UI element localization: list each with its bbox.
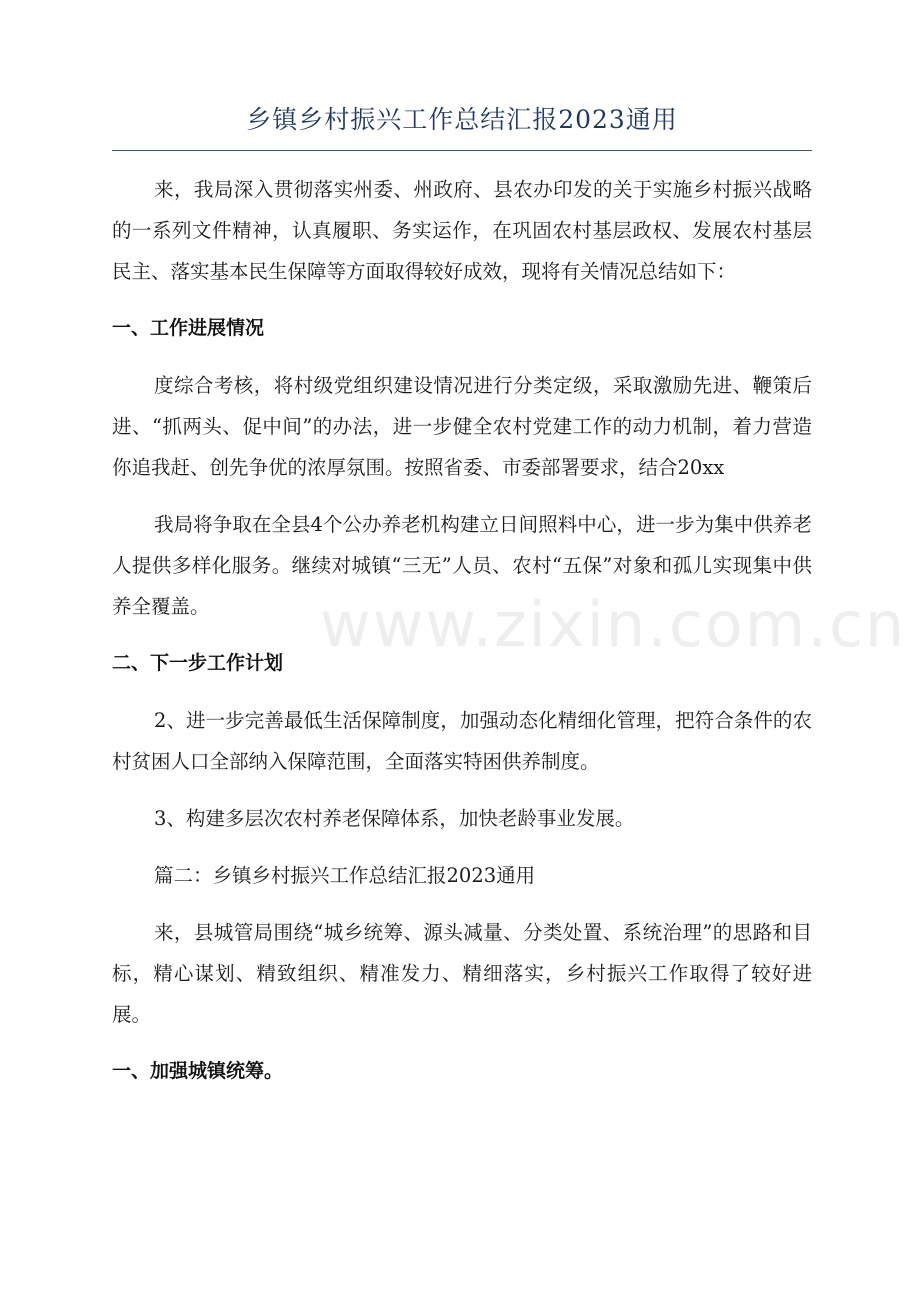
paragraph-part-two-intro: 来，县城管局围绕“城乡统筹、源头减量、分类处置、系统治理”的思路和目标，精心谋划、精致组织、精准发力、精细落实，乡村振兴工作取得了较好进展。	[112, 921, 812, 1026]
section-heading-progress: 一、工作进展情况	[112, 317, 265, 339]
section-heading-next-plan: 二、下一步工作计划	[112, 652, 284, 674]
document-page	[112, 100, 812, 1108]
paragraph-assessment: 度综合考核，将村级党组织建设情况进行分类定级，采取激励先进、鞭策后进、“抓两头、促中间”的办法，进一步健全农村党建工作的动力机制，着力营造你追我赶、创先争优的浓厚氛围。按照省委、市委部署要求，结合20xx	[112, 374, 812, 479]
paragraph-plan-item-2: 2、进一步完善最低生活保障制度，加强动态化精细化管理，把符合条件的农村贫困人口全部纳入保障范围，全面落实特困供养制度。	[112, 709, 812, 773]
section-heading-urban-coordination: 一、加强城镇统筹。	[112, 1060, 284, 1082]
document-title: 乡镇乡村振兴工作总结汇报2023通用	[246, 105, 678, 134]
intro-paragraph: 来，我局深入贯彻落实州委、州政府、县农办印发的关于实施乡村振兴战略的一系列文件精神，认真履职、务实运作，在巩固农村基层政权、发展农村基层民主、落实基本民生保障等方面取得较好成效，现将有关情况总结如下：	[112, 178, 812, 283]
paragraph-plan-item-3: 3、构建多层次农村养老保障体系，加快老龄事业发展。	[154, 807, 635, 830]
watermark-text: www.zixin.com.cn	[320, 588, 907, 661]
title-divider	[112, 150, 812, 151]
paragraph-elderly-care: 我局将争取在全县4个公办养老机构建立日间照料中心，进一步为集中供养老人提供多样化服务。继续对城镇“三无”人员、农村“五保”对象和孤儿实现集中供养全覆盖。	[112, 513, 812, 618]
paragraph-part-two-title: 篇二：乡镇乡村振兴工作总结汇报2023通用	[154, 864, 536, 887]
